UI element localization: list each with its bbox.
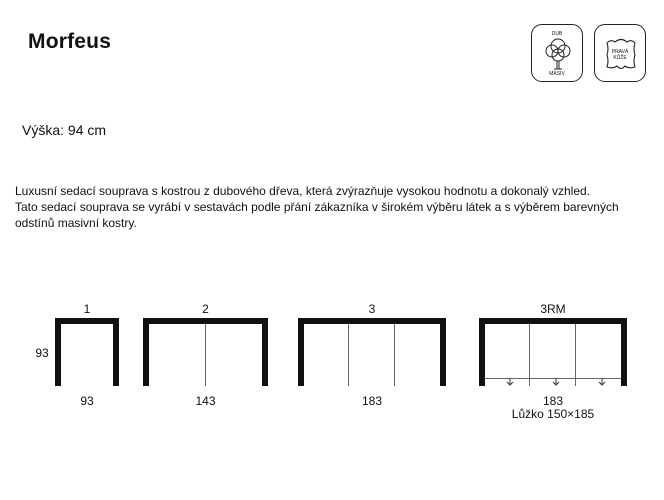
oak-badge-bottom-text: MASIV [549, 71, 565, 77]
seat-divider [348, 324, 349, 386]
module-3-diagram [298, 318, 446, 386]
height-spec: Výška: 94 cm [22, 122, 107, 138]
module-3rm-name: 3RM [540, 302, 566, 316]
module-2-width: 143 [195, 394, 216, 408]
genuine-leather-badge [594, 24, 646, 82]
product-title: Morfeus [28, 30, 112, 53]
leather-badge-line2: KŮŽE [613, 55, 627, 61]
oak-solid-wood-badge [531, 24, 583, 82]
description-line-1: Luxusní sedací souprava s kostrou z dubového dřeva, která zvýrazňuje vysokou hodnotu a dokonalý vzhled. [15, 184, 591, 198]
leather-badge-line1: PRAVÁ [611, 49, 629, 55]
pull-out-arrow-icon [506, 378, 514, 386]
seat-divider [205, 324, 206, 386]
product-description [15, 183, 645, 231]
description-line-2: Tato sedací souprava se vyrábí v sestavách podle přání zákazníka v širokém výběru látek a s výběrem barevných [15, 200, 619, 214]
module-3rm-width: 183 [542, 394, 564, 408]
module-3-width: 183 [361, 394, 383, 408]
module-1-diagram [55, 318, 119, 386]
module-2-name: 2 [202, 302, 209, 316]
seat-divider [529, 324, 530, 386]
module-3rm-diagram [479, 318, 627, 386]
module-1-name: 1 [83, 302, 91, 316]
module-3-name: 3 [368, 302, 376, 316]
seat-divider [394, 324, 395, 386]
module-1-width: 93 [80, 394, 94, 408]
module-2-diagram [143, 318, 268, 386]
description-line-3: odstínů masivní kostry. [15, 216, 137, 230]
oak-badge-top-text: DUB [551, 31, 563, 37]
module-3rm-bed-note: Lůžko 150×185 [511, 407, 595, 421]
seat-divider [575, 324, 576, 386]
pull-out-arrow-icon [598, 378, 606, 386]
depth-dimension-label: 93 [35, 346, 49, 360]
pull-out-arrow-icon [552, 378, 560, 386]
